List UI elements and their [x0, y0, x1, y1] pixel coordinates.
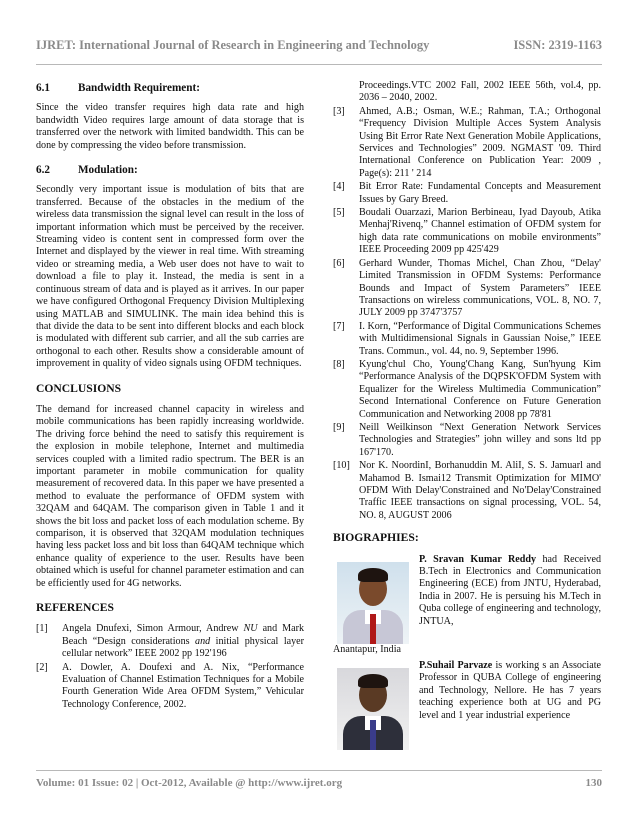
reference-item: [333, 106, 601, 180]
author-photo: [337, 668, 409, 750]
reference-item: [333, 460, 601, 522]
section-6-1-heading: [36, 82, 304, 94]
right-column: [333, 80, 601, 750]
reference-number: [3]: [333, 105, 345, 117]
conclusions-heading: CONCLUSIONS: [36, 381, 122, 395]
page-number: 130: [585, 777, 602, 789]
reference-text: Angela Dnufexi, Simon Armour, Andrew NU and Mark Beach “Design considerations and initial physical layer cellular network” IEEE 2002 pp 192'196: [62, 623, 304, 660]
section-title: Bandwidth Requirement:: [78, 82, 200, 94]
reference-item: [36, 662, 304, 712]
reference-number: [9]: [333, 421, 345, 433]
reference-text: Boudali Ouarzazi, Marion Berbineau, Iyad Dayoub, Atika Menhaj'Rivenq,” Channel estimation of OFDM system for high data rate communications on mobile environments” IEEE Proceeding 2009 pp 425'429: [359, 207, 601, 256]
volume-info: Volume: 01 Issue: 02 | Oct-2012, Available @ http://www.ijret.org: [36, 777, 343, 789]
reference-text: Bit Error Rate: Fundamental Concepts and Measurement Issues by Gary Breed.: [359, 181, 601, 205]
reference-item: [36, 623, 304, 660]
section-title: Modulation:: [78, 164, 138, 177]
reference-list: [333, 106, 601, 522]
section-number: 6.1: [36, 82, 50, 94]
biography-text: P.Suhail Parvaze is working s an Associate Professor in QUBA College of engineering and Technology, Nellore. He has 7 years teaching experience both at UG and PG level and 1 year industrial experience: [419, 660, 601, 721]
page-header: [36, 38, 602, 53]
reference-text: Kyung'chul Cho, Young'Chang Kang, Sun'hyung Kim “Performance Analysis of the DQPSK'OFDM System with Equalizer for the Wireless Multimedia Communication” Second International Conference on Future Generation Communication and Networking 2008 pp 78'81: [359, 358, 601, 420]
left-column: [36, 80, 304, 712]
references-heading: REFERENCES: [36, 601, 114, 615]
reference-number: [5]: [333, 207, 345, 219]
reference-text: I. Korn, “Performance of Digital Communications Schemes with Multidimensional Signals in Gaussian Noise,” IEEE Trans. Commun., vol. 44, no. 9, September 1996.: [359, 320, 601, 357]
page-footer: [36, 777, 602, 789]
section-6-2-text: Secondly very important issue is modulation of bits that are transferred. Because of the obstacles in the medium of the wireless data transmission the signal level can result in the loss of important information which must be perceived by the receiver. Streaming video is content sent in compressed form over the Internet and displayed by the viewer in real time. With streaming video or streaming media, a Web user does not have to wait to download a file to play it. Instead, the media is sent in a continuous stream of data and is played as it arrives. In our paper we have configured Orthogonal Frequency Division Multiplexing using MATLAB and SIMULINK. The main idea behind this is that divide the data to be sent into different blocks and each block is modulated with different sub carrier, and all the sub carries are orthogonal to each other. Results show a considerable amount of improvement in quality of video signals using OFDM techniques.: [36, 184, 304, 370]
reference-item: [333, 258, 601, 320]
section-6-1-text: Since the video transfer requires high data rate and high bandwidth Video requires large amount of data storage that is transferred over the network with limited bandwidth. This can be done by compressing the video before transmission.: [36, 102, 304, 151]
reference-item: [333, 207, 601, 257]
reference-text: A. Dowler, A. Doufexi and A. Nix, “Performance Evaluation of Channel Estimation Techniques for a Mobile Fourth Generation Wide Area OFDM System,” Vehicular Technology Conference, 2002.: [62, 661, 304, 710]
reference-number: [8]: [333, 358, 345, 370]
reference-number: [4]: [333, 181, 345, 193]
author-photo: [337, 562, 409, 644]
section-number: 6.2: [36, 164, 50, 177]
reference-list-continued: [333, 80, 601, 105]
biographies-heading: BIOGRAPHIES:: [333, 531, 419, 545]
reference-text: Proceedings.VTC 2002 Fall, 2002 IEEE 56th, vol.4, pp. 2036 – 2040, 2002.: [359, 80, 601, 104]
reference-text: Gerhard Wunder, Thomas Michel, Chan Zhou, “Delay' Limited Transmission in OFDM Systems: Performance Bounds and Impact of System Parameters” IEEE Transactions on wireless communications, VOL. 8, NO. 7, JULY 2009 pp 3747'3757: [359, 257, 601, 319]
biography-2: [333, 660, 601, 750]
issn: ISSN: 2319-1163: [513, 38, 602, 52]
reference-text: Neill Weilkinson “Next Generation Network Services Technologies and Strategies” john willey and sons ltd pp 167'170.: [359, 421, 601, 458]
header-rule: [36, 64, 602, 65]
reference-item: [333, 321, 601, 358]
reference-number: [7]: [333, 320, 345, 332]
reference-text: Nor K. NoordinI, Borhanuddin M. AliI, S. S. Jamuarl and Mahamod B. Ismai12 Transmit Optimization for MIMO' OFDM With Delay'Constrained and No'Delay'Constrained Traffic IEEE transactions on signal processing, VOL. 54, NO. 8, AUGUST 2006: [359, 460, 601, 521]
biography-1: [333, 554, 601, 644]
reference-number: [6]: [333, 257, 345, 269]
reference-item: [333, 422, 601, 459]
author-name: P. Sravan Kumar Reddy: [419, 553, 537, 565]
reference-item: [333, 359, 601, 421]
journal-title: IJRET: International Journal of Research in Engineering and Technology: [36, 38, 430, 52]
reference-text: Ahmed, A.B.; Osman, W.E.; Rahman, T.A.; Orthogonal “Frequency Division Multiple Acces System Analysis Using Bit Error Rate Next Generation Mobile Applications, Services and Technologies” 2009. NGMAST '09. Third International Conference on Publication Year: 2009 , Page(s): 211 ' 214: [359, 105, 601, 179]
author-name: P.Suhail Parvaze: [419, 660, 493, 672]
reference-list: [36, 623, 304, 711]
section-6-2-heading: [36, 164, 304, 176]
footer-rule: [36, 770, 602, 771]
biography-1-tail: Anantapur, India: [333, 643, 401, 655]
reference-number: [2]: [36, 661, 48, 673]
conclusions-text: The demand for increased channel capacity in wireless and mobile communications has been rapidly increasing worldwide. The driving force behind the need to satisfy this requirement is the explosion in mobile telephone, Internet and multimedia services coupled with a limited radio spectrum. The BER is an important parameter in mobile communication for quality measurement of recovered data. In this paper we have presented a method to evaluate the performance of OFDM system with 32QAM and 64QAM. The comparison given in Table 1 and it shows the bit loss and packet loss of each modulation scheme. By comparison, it is observed that 32QAM modulation techniques having less packet loss and bit loss than 64QAM technique which enhance quality of experience to the user. Results have been obtained which is useful for channel parameter estimation and can be efficiently used for 4G networks.: [36, 403, 304, 589]
reference-number: [1]: [36, 623, 48, 635]
reference-item: [333, 181, 601, 206]
biography-text: P. Sravan Kumar Reddy had Received B.Tech in Electronics and Communication Engineering (ECE) from JNTU, Hyderabad, India in 2007. He is persuing his M.Tech in Quba college of engineering and technology, JNTUA,: [419, 553, 601, 627]
reference-item: [333, 80, 601, 105]
reference-number: [10]: [333, 460, 350, 472]
